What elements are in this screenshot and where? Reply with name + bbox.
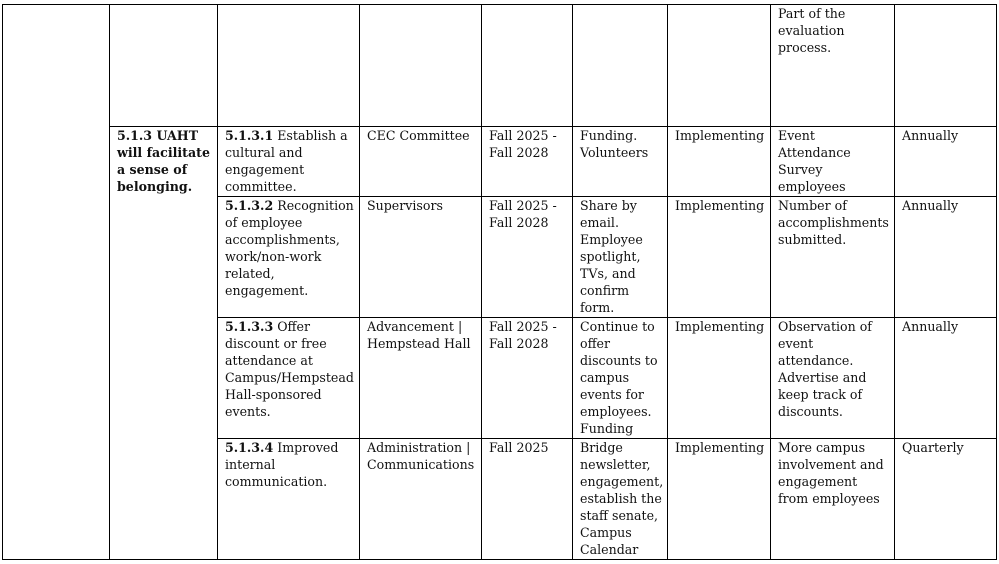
action-cell [218, 318, 360, 439]
status-cell: Implementing [668, 318, 771, 439]
assessment-cell: More campus involvement and engagement from employees [771, 439, 895, 560]
resources-cell: Bridge newsletter, engagement, establish the staff senate, Campus Calendar [573, 439, 668, 560]
assessment-cell: Number of accomplishments submitted. [771, 197, 895, 318]
goal-cell: 5.1.3 UAHT will facilitate a sense of belonging. [110, 127, 218, 560]
frequency-cell: Annually [895, 197, 997, 318]
action-cell [218, 197, 360, 318]
table-row-top [3, 5, 997, 127]
timeline-cell: Fall 2025 - Fall 2028 [482, 197, 573, 318]
timeline-cell: Fall 2025 [482, 439, 573, 560]
table-row [3, 127, 997, 197]
status-cell: Implementing [668, 127, 771, 197]
action-id: 5.1.3.3 [225, 319, 274, 334]
action-cell [218, 439, 360, 560]
frequency-cell: Annually [895, 127, 997, 197]
resources-cell: Share by email. Employee spotlight, TVs, and confirm form. [573, 197, 668, 318]
action-text: Establish a cultural and engagement committee. [225, 128, 348, 194]
goal-cell-top [110, 5, 218, 127]
frequency-cell: Annually [895, 318, 997, 439]
timeline-cell-top [482, 5, 573, 127]
timeline-cell: Fall 2025 - Fall 2028 [482, 318, 573, 439]
action-text: Offer discount or free attendance at Campus/Hempstead Hall-sponsored events. [225, 319, 354, 419]
responsible-cell: Advancement | Hempstead Hall [360, 318, 482, 439]
strategy-cell [3, 5, 110, 560]
action-id: 5.1.3.4 [225, 440, 274, 455]
status-cell-top [668, 5, 771, 127]
action-id: 5.1.3.2 [225, 198, 274, 213]
frequency-cell: Quarterly [895, 439, 997, 560]
responsible-cell: Administration | Communications [360, 439, 482, 560]
action-text: Recognition of employee accomplishments, work/non-work related, engagement. [225, 198, 354, 298]
action-text: Improved internal communication. [225, 440, 339, 489]
responsible-cell: Supervisors [360, 197, 482, 318]
assessment-cell: Event Attendance Survey employees [771, 127, 895, 197]
action-cell-top [218, 5, 360, 127]
responsible-cell: CEC Committee [360, 127, 482, 197]
resources-cell: Continue to offer discounts to campus events for employees. Funding [573, 318, 668, 439]
assessment-cell-top: Part of the evaluation process. [771, 5, 895, 127]
resources-cell-top [573, 5, 668, 127]
frequency-cell-top [895, 5, 997, 127]
responsible-cell-top [360, 5, 482, 127]
status-cell: Implementing [668, 439, 771, 560]
status-cell: Implementing [668, 197, 771, 318]
action-cell [218, 127, 360, 197]
resources-cell: Funding. Volunteers [573, 127, 668, 197]
strategic-plan-table [2, 4, 997, 560]
action-id: 5.1.3.1 [225, 128, 274, 143]
timeline-cell: Fall 2025 - Fall 2028 [482, 127, 573, 197]
assessment-cell: Observation of event attendance. Advertise and keep track of discounts. [771, 318, 895, 439]
